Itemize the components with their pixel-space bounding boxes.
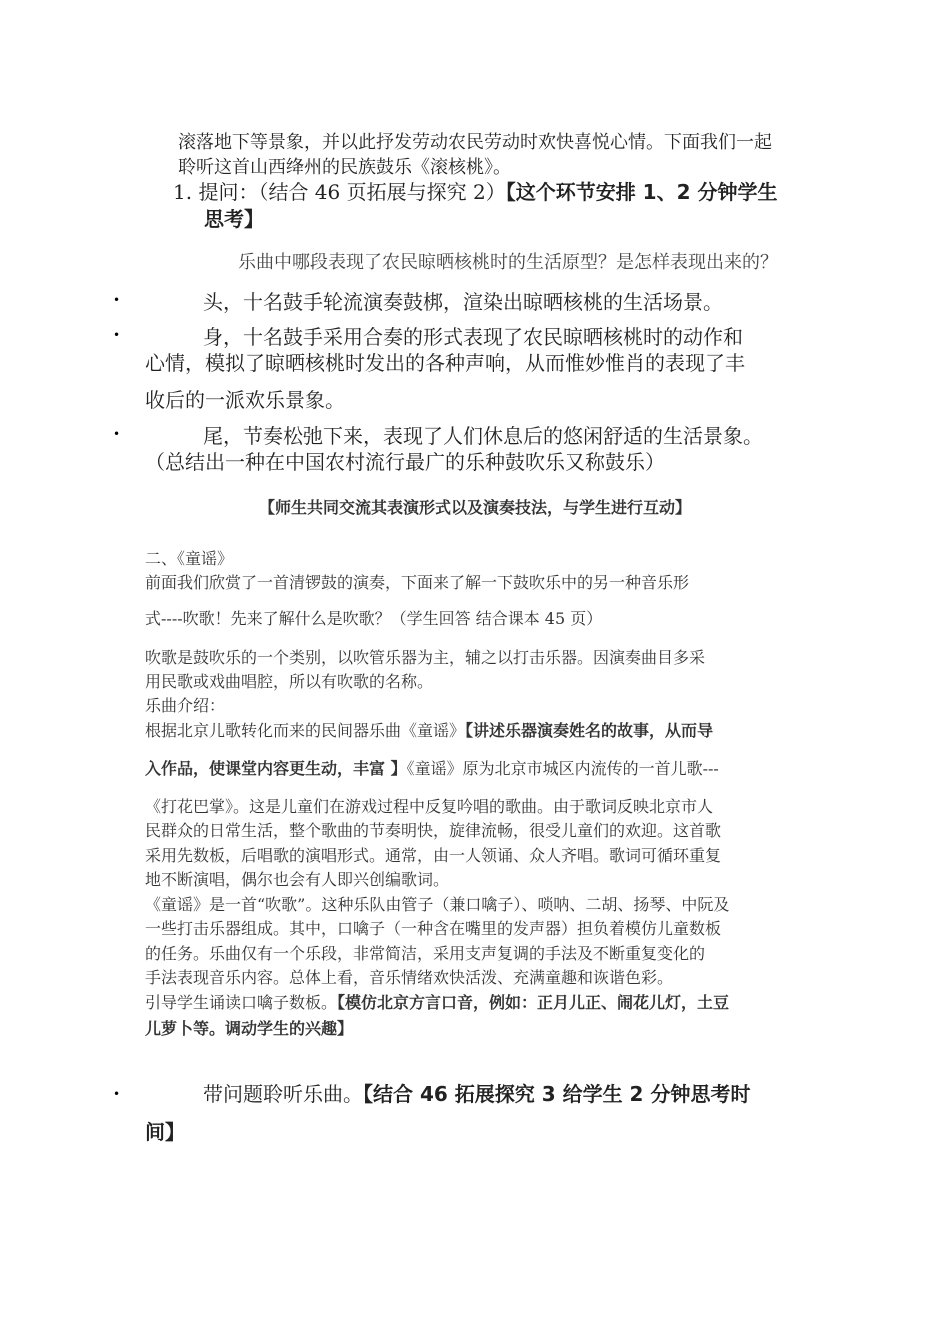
bullet-tail-line-1: 尾，节奏松弛下来，表现了人们休息后的悠闲舒适的生活景象。 xyxy=(203,424,763,448)
intro-line-1: 滚落地下等景象，并以此抒发劳动农民劳动时欢快喜悦心情。下面我们一起 xyxy=(178,132,772,153)
bullet-marker: • xyxy=(113,328,121,342)
section-2-p6-line-2: 儿萝卜等。调动学生的兴趣】 xyxy=(145,1019,354,1038)
bullet-body-line-1: 身，十名鼓手采用合奏的形式表现了农民晾晒核桃时的动作和 xyxy=(203,325,743,349)
p3-text-b: 《童谣》原为北京市城区内流传的一首儿歌--- xyxy=(406,759,719,778)
p6-note: 【模仿北京方言口音，例如：正月儿正、闹花儿灯，土豆 xyxy=(337,993,730,1012)
section-2-p2-line-2: 用民歌或戏曲唱腔，所以有吹歌的名称。 xyxy=(145,672,434,691)
section-2-p3-line-1 xyxy=(145,718,713,741)
p6-text: 引导学生诵读口噙子数板。 xyxy=(145,993,338,1012)
bullet-tail-line-2: （总结出一种在中国农村流行最广的乐种鼓吹乐又称鼓乐） xyxy=(145,450,665,474)
section-2-p5-line-2: 一些打击乐器组成。其中，口噙子（一种含在嘴里的发声器）担负着模仿儿童数板 xyxy=(145,919,722,938)
intro-label: 乐曲介绍： xyxy=(145,696,226,715)
section-2-p6-line-1 xyxy=(145,990,729,1013)
last-bullet-line-2: 间】 xyxy=(145,1120,185,1144)
question-1-note: 【这个环节安排 1、2 分钟学生 xyxy=(505,180,778,204)
question-1-text: 提问：（结合 46 页拓展与探究 2） xyxy=(198,180,506,204)
section-2-p4-line-2: 民群众的日常生活，整个歌曲的节奏明快，旋律流畅，很受儿童们的欢迎。这首歌 xyxy=(145,821,722,840)
p3-note-a: 【讲述乐器演奏姓名的故事，从而导 xyxy=(465,721,714,740)
section-2-p4-line-1: 《打花巴掌》。这是儿童们在游戏过程中反复吟唱的歌曲。由于歌词反映北京市人 xyxy=(145,797,714,816)
section-2-p5-line-4: 手法表现音乐内容。总体上看，音乐情绪欢快活泼、充满童趣和诙谐色彩。 xyxy=(145,968,674,987)
section-2-p1-line-2: 式----吹歌！先来了解什么是吹歌？（学生回答 结合课本 45 页） xyxy=(145,609,603,628)
question-text: 乐曲中哪段表现了农民晾晒核桃时的生活原型？是怎样表现出来的？ xyxy=(238,252,778,273)
last-bullet-text: 带问题聆听乐曲。 xyxy=(203,1082,363,1106)
section-2-p4-line-3: 采用先数板，后唱歌的演唱形式。通常，由一人领诵、众人齐唱。歌词可循环重复 xyxy=(145,846,722,865)
bullet-marker: • xyxy=(113,293,121,307)
bullet-marker: • xyxy=(113,427,121,441)
list-number: 1. xyxy=(173,180,193,204)
section-2-p4-line-4: 地不断演唱，偶尔也会有人即兴创编歌词。 xyxy=(145,870,450,889)
section-2-p1-line-1: 前面我们欣赏了一首清锣鼓的演奏，下面来了解一下鼓吹乐中的另一种音乐形 xyxy=(145,573,690,592)
last-bullet-note: 【结合 46 拓展探究 3 给学生 2 分钟思考时 xyxy=(363,1082,751,1106)
p3-note-b: 入作品，使课堂内容更生动，丰富 】 xyxy=(145,759,407,778)
intro-line-2: 聆听这首山西绛州的民族鼓乐《滚核桃》。 xyxy=(178,157,511,178)
section-2-p3-line-2 xyxy=(145,756,719,779)
bullet-marker: • xyxy=(113,1087,121,1101)
section-2-heading: 二、《童谣》 xyxy=(145,549,234,568)
question-1-note-cont: 思考】 xyxy=(204,207,264,231)
question-1 xyxy=(173,176,777,205)
last-bullet-line-1 xyxy=(203,1078,750,1107)
section-2-p5-line-3: 的任务。乐曲仅有一个乐段，非常简洁，采用支声复调的手法及不断重复变化的 xyxy=(145,944,706,963)
center-note: 【师生共同交流其表演形式以及演奏技法，与学生进行互动】 xyxy=(258,498,691,517)
bullet-body-line-2: 心情，模拟了晾晒核桃时发出的各种声响，从而惟妙惟肖的表现了丰 xyxy=(145,351,745,375)
p3-text-a: 根据北京儿歌转化而来的民间器乐曲《童谣》 xyxy=(145,721,466,740)
section-2-p5-line-1: 《童谣》是一首“吹歌”。这种乐队由管子（兼口噙子）、唢呐、二胡、扬琴、中阮及 xyxy=(145,895,730,914)
bullet-body-line-3: 收后的一派欢乐景象。 xyxy=(145,388,345,412)
bullet-head: 头，十名鼓手轮流演奏鼓梆，渲染出晾晒核桃的生活场景。 xyxy=(203,290,723,314)
section-2-p2-line-1: 吹歌是鼓吹乐的一个类别，以吹管乐器为主，辅之以打击乐器。因演奏曲目多采 xyxy=(145,648,706,667)
